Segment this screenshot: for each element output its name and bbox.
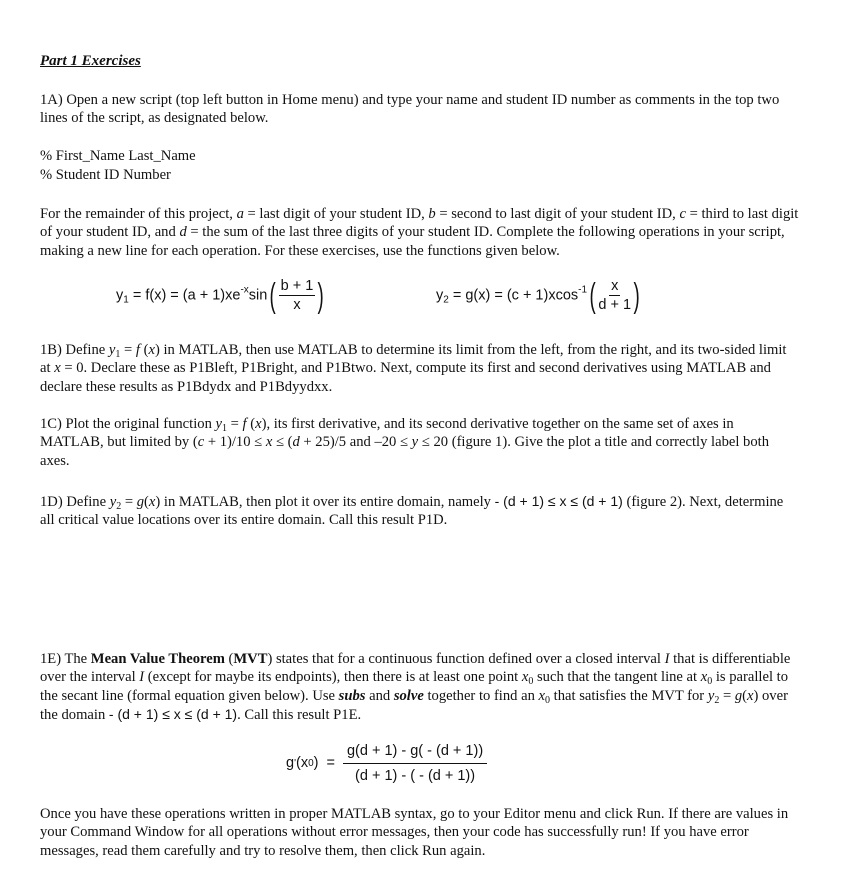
equation-y1: $y_1 = f(x) = (a + 1)xe^{-x}\sin$ ( $\frac{b + 1}{x}$ ) <box>116 276 325 315</box>
closing-paragraph: Once you have these operations written in proper MATLAB syntax, go to your Editor menu and click Run. If there are values in your Command Window for all operations without error messages, then your code has successfully run! If you have error messages, read them carefully and try to resolve them, then click Run again. <box>40 806 789 859</box>
section-title: Part 1 Exercises <box>40 53 141 69</box>
exercise-1d: 1D) Define $y_2 = g(x)$ in MATLAB, then plot it over its entire domain, namely - (d + 1) ≤ x ≤ (d + 1) (figure 2). Next, determine all critical value locations over its entire domain. Call this result P1D. <box>40 493 784 529</box>
intro-paragraph: For the remainder of this project, a = last digit of your student ID, b = second to last digit of your student ID, c = third to last digit of your student ID, and d = the sum of the last three digits of your student ID. Complete the following operations in your script, making a new line for each operation. For these exercises, use the functions given below. <box>40 206 799 259</box>
exercise-1b: 1B) Define $y_1 = f$ (x) in MATLAB, then use MATLAB to determine its limit from the left, from the right, and its two-sided limit at x = 0. Declare these as P1Bleft, P1Bright, and P1Btwo. Next, compute its first and second derivatives using MATLAB and declare these results as P1Bdydx and P1Bdyydxx. <box>40 342 787 395</box>
exercise-1a: 1A) Open a new script (top left button in Home menu) and type your name and student ID number as comments in the top two lines of the script, as designated below. <box>40 92 780 127</box>
exercise-1e: 1E) The Mean Value Theorem (MVT) states that for a continuous function defined over a closed interval I that is differentiable over the interval I (except for maybe its endpoints), then there is at least one point $x_0$ such that the tangent line at $x_0$ is parallel to the secant line (formal equation given below). Use subs and solve together to find an $x_0$ that satisfies the MVT for $y_2 = g(x)$ over the domain - (d + 1) ≤ x ≤ (d + 1). Call this result P1E. <box>40 651 791 724</box>
mvt-equation: g ' (x 0 ) = $\frac{g(d + 1) - g( - (d + 1))}{(d + 1) - ( - (d + 1))}$ <box>286 741 487 786</box>
exercise-1c: 1C) Plot the original function $y_1 = f$ (x), its first derivative, and its second derivative together on the same set of axes in MATLAB, but limited by (c + 1)/10 ≤ x ≤ (d + 25)/5 and –20 ≤ y ≤ 20 (figure 1). Give the plot a title and correctly label both axes. <box>40 416 770 469</box>
equation-y2: $y_2 = g(x) = (c + 1)xcos^{-1}$ ( $\frac{x}{d + 1}$ ) <box>436 276 640 315</box>
comment-name-line: % First_Name Last_Name <box>40 148 196 164</box>
comment-id-line: % Student ID Number <box>40 167 171 183</box>
